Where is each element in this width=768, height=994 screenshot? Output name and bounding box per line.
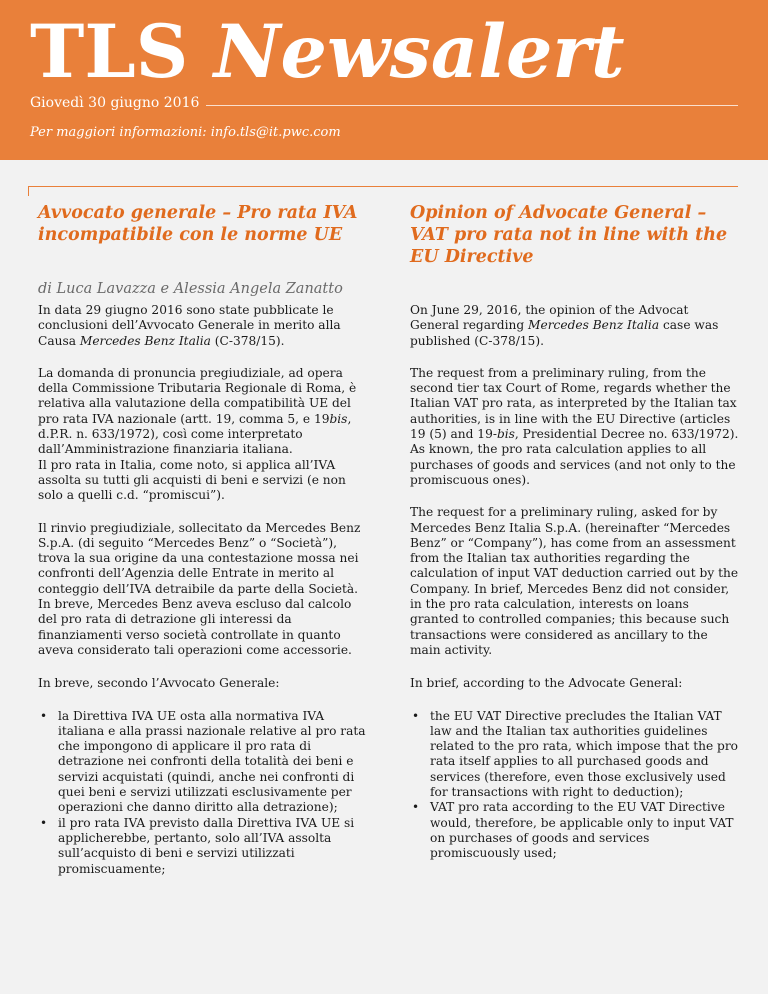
list-item <box>38 816 368 877</box>
bullet-list <box>38 709 368 877</box>
text: case was published (C-378/15). <box>410 318 719 348</box>
list-item-text: la Direttiva IVA UE osta alla normativa IVA italiana e alla prassi nazionale relative al pro rata che impongono di applicare il pro rata di detrazione nei confronti della totalità dei beni e servizi acquistati (quindi, anche nei confronti di quei beni e servizi utilizzati esclusivamente per operazioni che danno diritto alla detrazione); <box>58 708 366 815</box>
paragraph <box>410 303 740 349</box>
newsletter-header <box>0 0 768 160</box>
brand-text: TLS <box>30 9 214 95</box>
text: In data 29 giugno 2016 sono state pubblicate le conclusioni dell’Avvocato Generale in merito alla Causa <box>38 303 341 348</box>
list-item-text: the EU VAT Directive precludes the Italian VAT law and the Italian tax authorities guidelines related to the pro rata, which impose that the pro rata itself applies to all purchased goods and services (therefore, even those exclusively used for transactions with right to deduction); <box>430 708 739 800</box>
case-name: Mercedes Benz Italia <box>528 318 660 333</box>
emphasis: bis <box>329 411 348 426</box>
text: La domanda di pronuncia pregiudiziale, ad opera della Commissione Tributaria Regionale di Roma, è relativa alla valutazione della compatibilità UE del pro rata IVA nazionale (artt. 19, comma 5, e 19 <box>38 365 357 426</box>
emphasis: bis <box>496 427 515 442</box>
paragraph <box>38 366 368 504</box>
bullet-list <box>410 709 740 862</box>
column-italian <box>38 303 368 877</box>
paragraph: In breve, secondo l’Avvocato Generale: <box>38 676 280 691</box>
text: , Presidential Decree no. 633/1972). As known, the pro rata calculation applies to all purchases of goods and services (and not only to the promiscuous ones). <box>410 427 739 487</box>
text: The request from a preliminary ruling, from the second tier tax Court of Rome, regards whether the Italian VAT pro rata, as interpreted by the Italian tax authorities, is in line with the EU Directive (articles 19 (5) and 19- <box>410 365 737 442</box>
list-item <box>410 800 740 861</box>
paragraph: In brief, according to the Advocate General: <box>410 676 683 691</box>
article-title-it: Avvocato generale – Pro rata IVA incompatibile con le norme UE <box>38 203 358 245</box>
bullet-icon: • <box>412 708 420 723</box>
bullet-icon: • <box>412 800 420 815</box>
list-item-text: il pro rata IVA previsto dalla Direttiva IVA UE si applicherebbe, pertanto, solo all’IVA assolta sull’acquisto di beni e servizi utilizzati promiscuamente; <box>58 815 355 876</box>
paragraph: Il rinvio pregiudiziale, sollecitato da Mercedes Benz S.p.A. (di seguito “Mercedes Benz” o “Società”), trova la sua origine da una contestazione mossa nei confronti dell’Agenzia delle Entrate in merito al conteggio dell’IVA detraibile da parte della Società. In breve, Mercedes Benz aveva escluso dal calcolo del pro rata di detrazione gli interessi da finanziamenti verso società controllate in quanto aveva considerato tali operazioni come accessorie. <box>38 520 361 657</box>
list-item-text: VAT pro rata according to the EU VAT Directive would, therefore, be applicable only to input VAT on purchases of goods and services promiscuously used; <box>430 800 734 861</box>
article-title-en: Opinion of Advocate General – VAT pro rata not in line with the EU Directive <box>410 203 728 267</box>
newsletter-brand <box>30 10 625 94</box>
list-item <box>38 709 368 816</box>
brand-text-italic: Newsalert <box>213 9 625 95</box>
text: , d.P.R. n. 633/1972), così come interpretato dall’Amministrazione finanziaria italiana. Il pro rata in Italia, come noto, si applica all’IVA assolta su tutti gli acquisti di beni e servizi (e non solo a quelli c.d. “promiscui”). <box>38 411 352 503</box>
article-authors: di Luca Lavazza e Alessia Angela Zanatto <box>38 281 343 297</box>
content-frame-left <box>28 186 29 196</box>
bullet-icon: • <box>40 708 48 723</box>
list-item <box>410 709 740 801</box>
paragraph: The request for a preliminary ruling, asked for by Mercedes Benz Italia S.p.A. (hereinafter “Mercedes Benz” or “Company”), has come from an assessment from the Italian tax authorities regarding the calculation of input VAT deduction carried out by the Company. In brief, Mercedes Benz did not consider, in the pro rata calculation, interests on loans granted to controlled companies; this because such transactions were considered as ancillary to the main activity. <box>410 505 739 657</box>
issue-date: Giovedì 30 giugno 2016 <box>30 95 200 111</box>
paragraph <box>410 366 740 488</box>
date-divider <box>206 105 738 106</box>
paragraph <box>38 303 368 349</box>
text: (C-378/15). <box>210 333 285 348</box>
case-name: Mercedes Benz Italia <box>79 333 211 348</box>
text: On June 29, 2016, the opinion of the Advocat General regarding <box>410 303 689 333</box>
contact-info: Per maggiori informazioni: info.tls@it.pwc.com <box>30 125 341 140</box>
content-frame-top <box>28 186 738 187</box>
column-english <box>410 303 740 862</box>
bullet-icon: • <box>40 815 48 830</box>
